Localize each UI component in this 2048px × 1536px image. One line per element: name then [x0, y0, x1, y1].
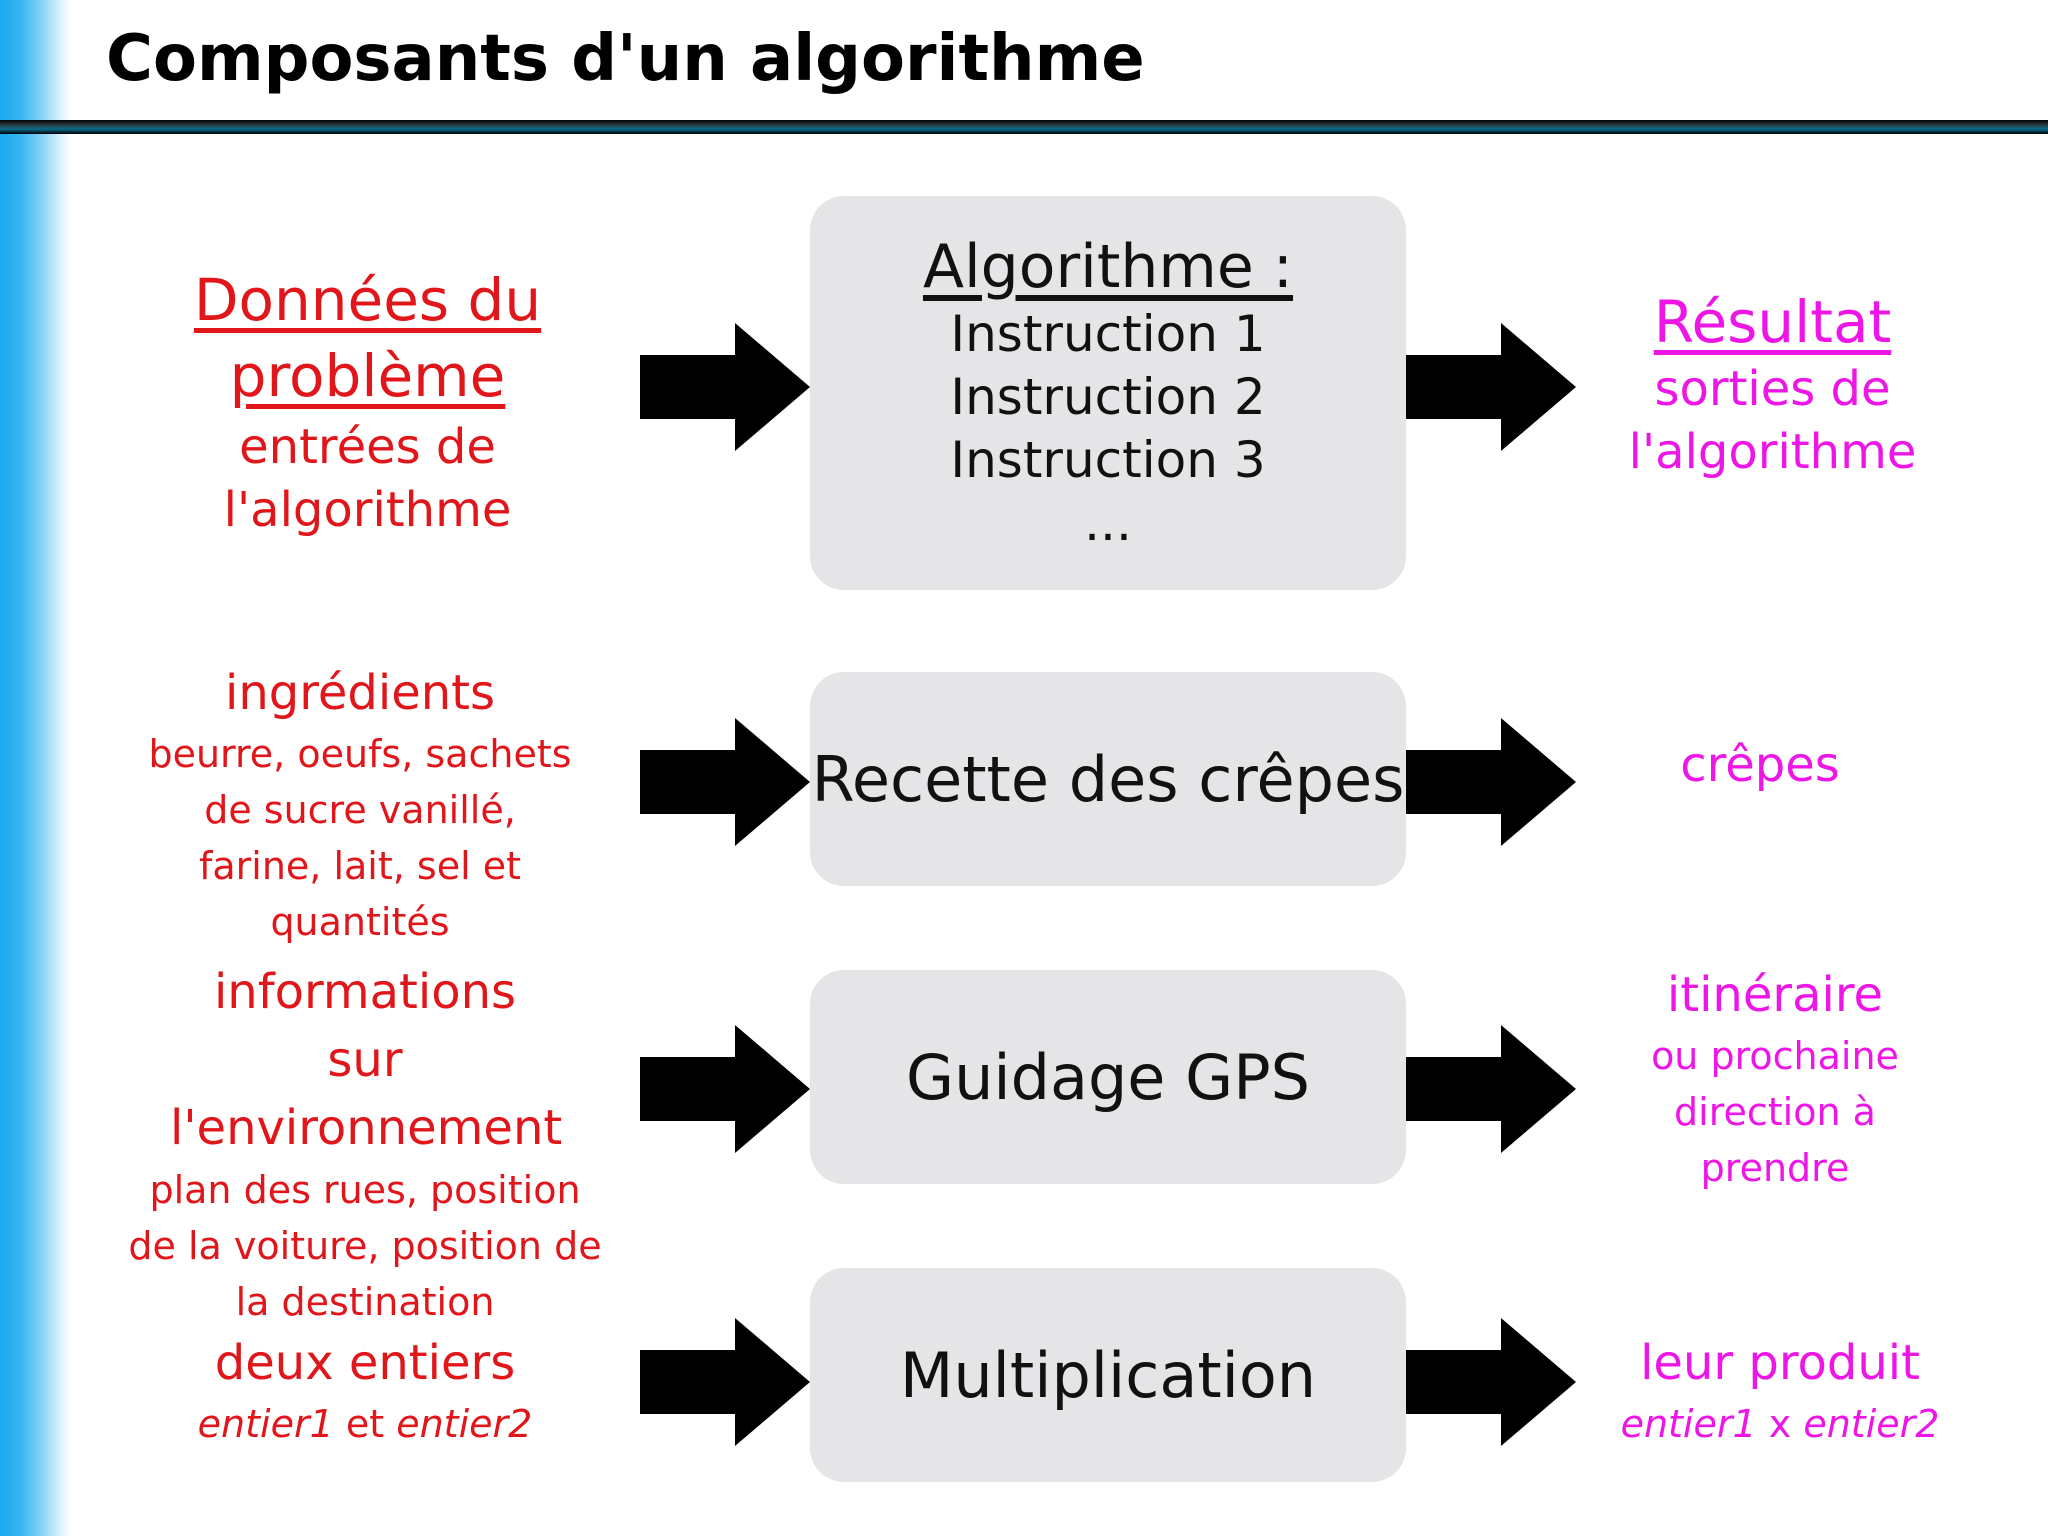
- instruction-line: Instruction 2: [950, 368, 1266, 426]
- operand-a: entier1: [197, 1402, 334, 1446]
- process-label: Multiplication: [899, 1338, 1317, 1412]
- row-input: [120, 958, 610, 1330]
- arrow-icon: [1406, 1025, 1576, 1153]
- arrow-icon: [640, 1025, 810, 1153]
- arrow-icon: [1406, 718, 1576, 846]
- operand-a: entier1: [1620, 1402, 1757, 1446]
- algorithm-box: [810, 196, 1406, 590]
- left-accent-bar: [0, 0, 70, 1536]
- outputs-heading: Résultat: [1653, 288, 1892, 356]
- process-box: [810, 970, 1406, 1184]
- row-input: [130, 660, 590, 950]
- outputs-heading-block: [1600, 286, 1945, 484]
- output-main: crêpes: [1680, 737, 1840, 793]
- arrow-icon: [1406, 323, 1576, 451]
- input-details: [150, 1396, 580, 1452]
- ellipsis: ...: [1084, 494, 1132, 552]
- input-main: informations sur l'environnement: [170, 964, 563, 1156]
- inputs-subheading: entrées de l'algorithme: [223, 419, 512, 538]
- input-details: plan des rues, position de la voiture, position de la destination: [128, 1168, 602, 1324]
- page-title: Composants d'un algorithme: [106, 22, 1145, 96]
- process-box: [810, 672, 1406, 886]
- input-main: deux entiers: [214, 1335, 516, 1391]
- arrow-icon: [1406, 1318, 1576, 1446]
- output-main: itinéraire: [1666, 967, 1884, 1023]
- operand-b: entier2: [396, 1402, 533, 1446]
- process-label: Recette des crêpes: [811, 742, 1405, 816]
- instruction-line: Instruction 3: [950, 431, 1266, 489]
- operand-b: entier2: [1803, 1402, 1940, 1446]
- output-main: leur produit: [1640, 1335, 1920, 1391]
- row-output: [1620, 962, 1930, 1196]
- row-input: [150, 1330, 580, 1452]
- arrow-icon: [640, 323, 810, 451]
- output-details: ou prochaine direction à prendre: [1651, 1034, 1899, 1190]
- input-details: beurre, oeufs, sachets de sucre vanillé, farine, lait, sel et quantités: [148, 732, 572, 944]
- arrow-icon: [640, 1318, 810, 1446]
- algorithm-heading: Algorithme :: [922, 232, 1294, 302]
- instruction-line: Instruction 1: [950, 305, 1266, 363]
- conjunction: et: [333, 1402, 397, 1446]
- inputs-heading: Données du problème: [193, 266, 542, 410]
- input-main: ingrédients: [224, 665, 496, 721]
- arrow-icon: [640, 718, 810, 846]
- outputs-subheading: sorties de l'algorithme: [1628, 361, 1917, 480]
- process-box: [810, 1268, 1406, 1482]
- operator: x: [1756, 1402, 1804, 1446]
- row-output: [1600, 1330, 1960, 1452]
- inputs-heading-block: [130, 262, 605, 542]
- title-rule: [0, 120, 2048, 134]
- row-output: [1600, 732, 1920, 798]
- output-details: [1600, 1396, 1960, 1452]
- process-label: Guidage GPS: [906, 1040, 1310, 1114]
